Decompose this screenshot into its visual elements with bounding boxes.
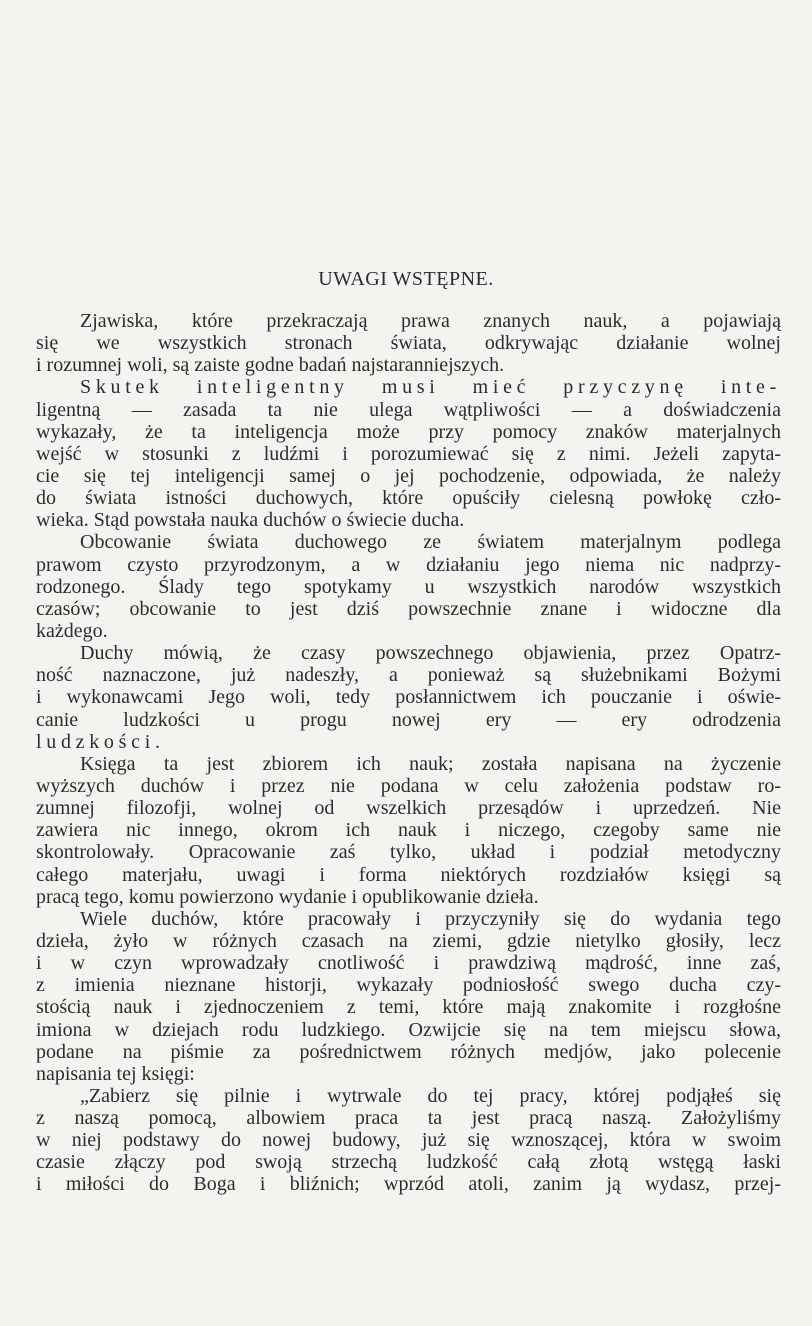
text-line: wykazały, że ta inteligencja może przy pomocy znaków materjalnych bbox=[36, 420, 781, 443]
text-line: w niej podstawy do nowej budowy, już się wznoszącej, która w swoim bbox=[36, 1129, 781, 1152]
text-line: prawom czysto przyrodzonym, a w działaniu jego niema nic nadprzy- bbox=[36, 553, 781, 576]
text-line: i miłości do Boga i bliźnich; wprzód atoli, zanim ją wydasz, przej- bbox=[36, 1173, 781, 1196]
text-line: całego materjału, uwagi i forma niektórych rozdziałów księgi są bbox=[36, 863, 781, 886]
text-line: wejść w stosunki z ludźmi i porozumiewać się z nimi. Jeżeli zapyta- bbox=[36, 442, 781, 465]
text-line: do świata istności duchowych, które opuściły cielesną powłokę czło- bbox=[36, 487, 781, 510]
text-line: Zjawiska, które przekraczają prawa znanych nauk, a pojawiają bbox=[80, 310, 781, 332]
text-line: canie ludzkości u progu nowej ery — ery odrodzenia bbox=[36, 708, 781, 731]
text-line: Skutek inteligentny musi mieć przyczynę inte- bbox=[80, 376, 781, 399]
text-line: rodzonego. Ślady tego spotykamy u wszystkich narodów wszystkich bbox=[36, 575, 781, 598]
text-line: skontrolowały. Opracowanie zaś tylko, układ i podział metodyczny bbox=[36, 841, 781, 864]
text-line: Księga ta jest zbiorem ich nauk; została napisana na życzenie bbox=[80, 752, 781, 775]
text-line: się we wszystkich stronach świata, odkrywając działanie wolnej bbox=[36, 332, 781, 355]
text-line: czasie złączy pod swoją strzechą ludzkość całą złotą wstęgą łaski bbox=[36, 1151, 781, 1174]
text-line: stością nauk i zjednoczeniem z temi, które mają znakomite i rozgłośne bbox=[36, 996, 781, 1019]
text-line: i wykonawcami Jego woli, tedy posłannictwem ich pouczanie i oświe- bbox=[36, 686, 781, 709]
text-line: i rozumnej woli, są zaiste godne badań najstaranniejszych. bbox=[36, 354, 505, 377]
text-line: „Zabierz się pilnie i wytrwale do tej pracy, której podjąłeś się bbox=[80, 1084, 781, 1107]
text-line: i w czyn wprowadzały cnotliwość i prawdziwą mądrość, inne zaś, bbox=[36, 952, 781, 975]
text-line: podane na piśmie za pośrednictwem różnych medjów, jako polecenie bbox=[36, 1040, 781, 1063]
body-text bbox=[36, 310, 781, 1196]
text-line: zumnej filozofji, wolnej od wszelkich przesądów i uprzedzeń. Nie bbox=[36, 797, 781, 820]
text-line: wyższych duchów i przez nie podana w celu założenia podstaw ro- bbox=[36, 774, 781, 797]
text-line: imiona w dziejach rodu ludzkiego. Ozwijcie się na tem miejscu słowa, bbox=[36, 1018, 781, 1041]
text-line: czasów; obcowanie to jest dziś powszechnie znane i widoczne dla bbox=[36, 597, 781, 620]
text-line: napisania tej księgi: bbox=[36, 1062, 195, 1085]
text-line: Wiele duchów, które pracowały i przyczyniły się do wydania tego bbox=[80, 907, 781, 930]
text-line: Obcowanie świata duchowego ze światem materjalnym podlega bbox=[80, 531, 781, 554]
text-line: dzieła, żyło w różnych czasach na ziemi, gdzie nietylko głosiły, lecz bbox=[36, 929, 781, 952]
text-line: Duchy mówią, że czasy powszechnego objawienia, przez Opatrz- bbox=[80, 642, 781, 665]
text-line: ligentną — zasada ta nie ulega wątpliwości — a doświadczenia bbox=[36, 398, 781, 421]
text-line: cie się tej inteligencji samej o jej pochodzenie, odpowiada, że należy bbox=[36, 464, 781, 487]
text-line: wieka. Stąd powstała nauka duchów o świecie ducha. bbox=[36, 509, 465, 532]
text-line: z imienia nieznane historji, wykazały podniosłość swego ducha czy- bbox=[36, 974, 781, 997]
text-line: ność naznaczone, już nadeszły, a ponieważ są służebnikami Bożymi bbox=[36, 664, 781, 687]
text-line: ludzkości. bbox=[36, 730, 165, 753]
chapter-title: UWAGI WSTĘPNE. bbox=[318, 268, 494, 290]
text-line: pracą tego, komu powierzono wydanie i opublikowanie dzieła. bbox=[36, 885, 539, 908]
text-line: z naszą pomocą, albowiem praca ta jest pracą naszą. Założyliśmy bbox=[36, 1107, 781, 1130]
text-line: każdego. bbox=[36, 619, 108, 642]
text-line: zawiera nic innego, okrom ich nauk i niczego, czegoby same nie bbox=[36, 819, 781, 842]
